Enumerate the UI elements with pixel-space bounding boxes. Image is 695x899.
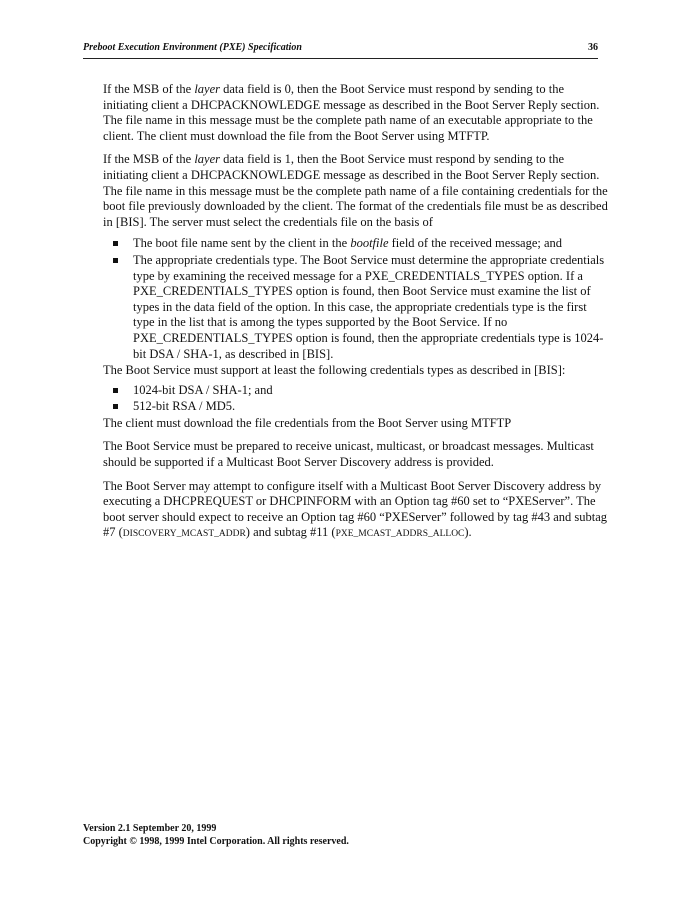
list-item xyxy=(103,253,611,362)
page-number: 36 xyxy=(588,42,598,53)
header-rule xyxy=(83,58,598,59)
header-title: Preboot Execution Environment (PXE) Specification xyxy=(83,42,302,53)
bullet-icon xyxy=(113,241,118,246)
selection-criteria-list xyxy=(103,236,611,362)
list-item xyxy=(103,236,611,252)
text-run: field of the received message; and xyxy=(388,236,563,251)
paragraph-layer-0 xyxy=(103,82,611,144)
paragraph-download: The client must download the file credentials from the Boot Server using MTFTP xyxy=(103,415,512,430)
copyright-line: Copyright © 1998, 1999 Intel Corporation. All rights reserved. xyxy=(83,835,349,847)
small-caps-term: DISCOVERY_MCAST_ADDR xyxy=(122,529,246,540)
text-run: The boot file name sent by the client in the xyxy=(133,236,351,251)
text-run: 512-bit RSA / MD5. xyxy=(133,399,236,414)
text-run: If the MSB of the xyxy=(103,82,195,96)
text-run: ) and subtag #11 ( xyxy=(245,525,336,540)
list-item xyxy=(103,383,611,399)
paragraph-configure xyxy=(103,479,611,543)
italic-term: bootfile xyxy=(350,236,389,251)
italic-term: layer xyxy=(194,152,220,167)
italic-term: layer xyxy=(194,82,220,96)
small-caps-term: PXE_MCAST_ADDRS_ALLOC xyxy=(335,529,465,540)
text-run: data field is 1, then the Boot Service must respond by sending to the initiating client a DHCPACKNOWLEDGE message as described in the Boot Server Reply section. The file name in this message must be the complete path name of a file containing credentials for the boot file previously downloaded by the client. The format of the credentials file must be as described in [BIS]. The server must select the credentials file on the basis of xyxy=(103,152,608,229)
text-run: The Boot Server may attempt to configure itself with a Multicast Boot Server Discovery address by executing a DHCPREQUEST or DHCPINFORM with an Option tag #60 set to “PXEServer”. The boot server should expect to receive an Option tag #60 “PXEServer” followed by tag #43 and subtag #7 ( xyxy=(103,478,608,540)
body-text xyxy=(103,82,611,551)
list-item xyxy=(103,399,611,415)
bullet-icon xyxy=(113,258,118,263)
paragraph-credentials-types: The Boot Service must support at least the following credentials types as described in [BIS]: xyxy=(103,363,566,378)
text-run: If the MSB of the xyxy=(103,152,195,167)
text-run: The appropriate credentials type. The Boot Service must determine the appropriate credentials type by examining the received message for a PXE_CREDENTIALS_TYPES option. If a PXE_CREDENTIALS_TYPES option is found, then Boot Service must examine the list of types in the data field of the option. In this case, the appropriate credentials type is the first type in the list that is among the types supported by the Boot Service. If no PXE_CREDENTIALS_TYPES option is found, then the appropriate credentials type is 1024-bit DSA / SHA-1, as described in [BIS]. xyxy=(133,252,605,361)
bullet-icon xyxy=(113,404,118,409)
text-run: data field is 0, then the Boot Service must respond by sending to the initiating client a DHCPACKNOWLEDGE message as described in the Boot Server Reply section. The file name in this message must be the complete path name of an executable appropriate to the client. The client must download the file from the Boot Server using MTFTP. xyxy=(103,82,600,143)
version-line: Version 2.1 September 20, 1999 xyxy=(83,823,217,834)
page-footer xyxy=(83,823,349,848)
paragraph-layer-1 xyxy=(103,152,611,230)
paragraph-multicast: The Boot Service must be prepared to receive unicast, multicast, or broadcast messages. Multicast should be supported if a Multicast Boot Server Discovery address is provided. xyxy=(103,439,594,470)
credentials-types-list xyxy=(103,383,611,415)
text-run: ). xyxy=(464,525,472,540)
text-run: 1024-bit DSA / SHA-1; and xyxy=(133,382,273,397)
bullet-icon xyxy=(113,388,118,393)
